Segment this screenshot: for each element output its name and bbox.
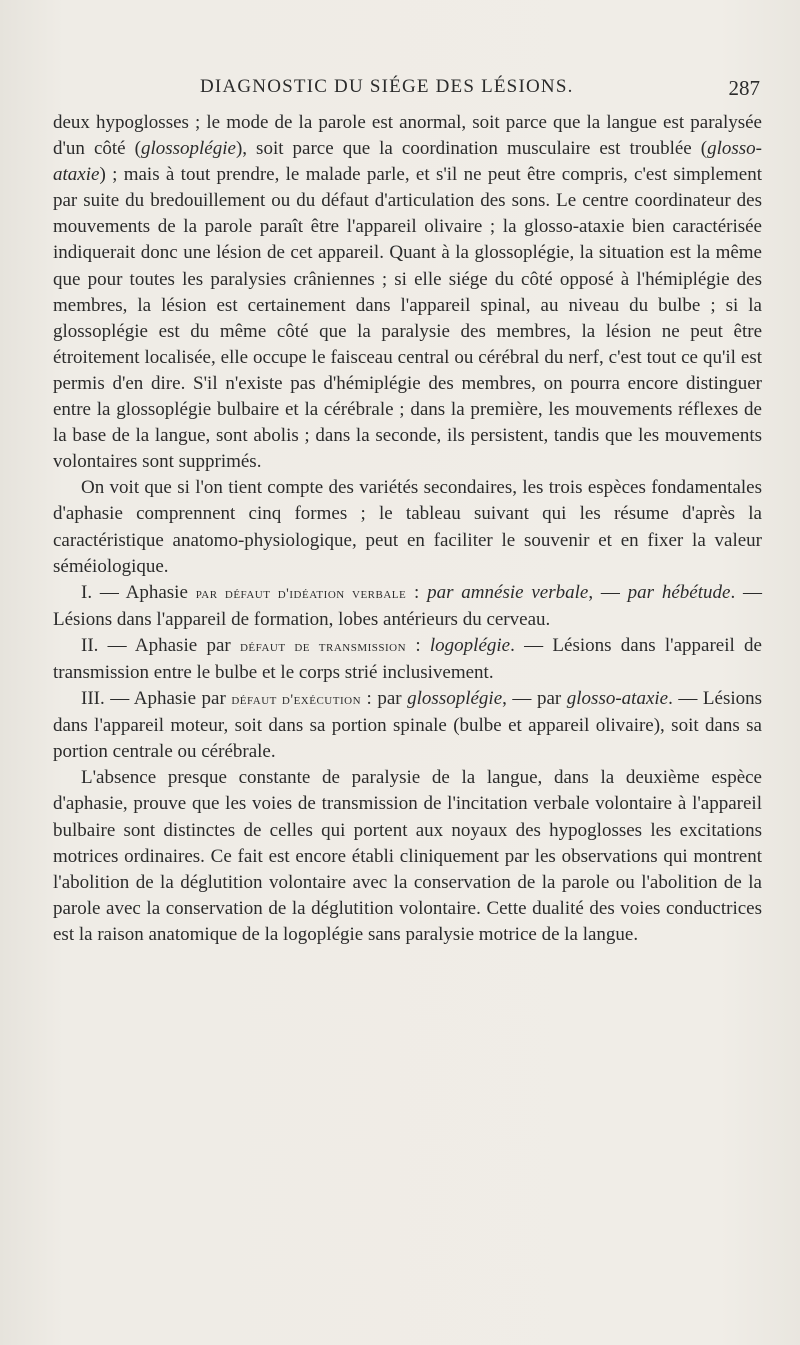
text-run: . — Lésions dans l'appareil moteur, soit dans sa portion spinale (bulbe et appareil olivaire), soit dans sa portion centrale ou cérébrale.	[53, 688, 763, 763]
page-body	[53, 110, 762, 948]
text-run: ) ; mais à tout prendre, le malade parle, et s'il ne peut être compris, c'est simplement par suite du bredouillement ou du défaut d'articulation des sons. Le centre coordinateur des mouvements de la parole paraît être l'appareil olivaire ; la glosso-ataxie bien caractérisée indiquerait donc une lésion de cet appareil. Quant à la glossoplégie, la situation est la même que pour toutes les paralysies crâniennes ; si elle siége du côté opposé à l'hémiplégie des membres, la lésion est certainement dans l'appareil spinal, au niveau du bulbe ; si la glossoplégie est du même côté que la paralysie des membres, la lésion ne peut être étroitement localisée, elle occupe le faisceau central ou cérébral du nerf, c'est tout ce qu'il est permis d'en dire. S'il n'existe pas d'hémiplégie des membres, on pourra encore distinguer entre la glossoplégie bulbaire et la cérébrale ; dans la première, les mouvements réflexes de la base de la langue, sont abolis ; dans la seconde, ils persistent, tandis que les mouvements volontaires sont supprimés.	[53, 164, 762, 473]
text-run: II. — Aphasie par	[81, 634, 240, 656]
text-run: :	[406, 634, 430, 656]
italic-term: par amnésie verbale	[427, 581, 589, 603]
list-item-1	[53, 580, 762, 633]
page-number: 287	[728, 76, 760, 100]
small-caps-term: défaut de transmission	[239, 638, 407, 655]
running-title: DIAGNOSTIC DU SIÉGE DES LÉSIONS.	[200, 76, 574, 97]
small-caps-term: défaut d'exécution	[231, 692, 362, 709]
paragraph-2: On voit que si l'on tient compte des variétés secondaires, les trois espèces fondamentales d'aphasie comprennent cinq formes ; le tableau suivant qui les résume d'après la caractéristique anatomo-physiologique, peut en faciliter le souvenir et en fixer la valeur séméiologique.	[53, 477, 762, 577]
text-run: : par	[361, 688, 408, 710]
text-run: . — Lésions dans l'appareil de formation, lobes antérieurs du cerveau.	[53, 581, 762, 630]
list-item-3	[53, 686, 762, 765]
text-run: , — par	[502, 688, 567, 710]
italic-term: glossoplégie	[140, 138, 236, 160]
paragraph-3: L'absence presque constante de paralysie de la langue, dans la deuxième espèce d'aphasie, prouve que les voies de transmission de l'incitation verbale volontaire à l'appareil bulbaire sont distinctes de celles qui portent aux noyaux des hypoglosses les excitations motrices ordinaires. Ce fait est encore établi cliniquement par les observations qui montrent l'abolition de la déglutition volontaire avec la conservation de la parole ou l'abolition de la parole avec la conservation de la déglutition volontaire. Cette dualité des voies conductrices est la raison anatomique de la logoplégie sans paralysie motrice de la langue.	[53, 767, 762, 945]
italic-term: glosso-ataxie	[566, 688, 669, 710]
italic-term: glossoplégie	[407, 688, 503, 710]
text-run: ), soit parce que la coordination musculaire est troublée (	[235, 138, 708, 160]
running-header	[200, 74, 760, 104]
list-item-2	[53, 633, 762, 686]
italic-term: glosso-ataxie	[53, 138, 762, 186]
text-run: III. — Aphasie par	[81, 688, 232, 710]
text-run: . — Lésions dans l'appareil de transmission entre le bulbe et le corps strié inclusivement.	[53, 634, 762, 683]
italic-term: logoplégie	[429, 634, 511, 656]
small-caps-term: par défaut d'idéation verbale	[195, 585, 407, 602]
italic-term: par hébétude	[627, 581, 731, 603]
text-run: deux hypoglosses ; le mode de la parole est anormal, soit parce que la langue est paralysée d'un côté (	[53, 112, 762, 160]
text-run: I. — Aphasie	[81, 581, 196, 603]
text-run: , —	[588, 581, 628, 603]
text-run: :	[406, 581, 428, 603]
paragraph-1	[53, 110, 762, 475]
